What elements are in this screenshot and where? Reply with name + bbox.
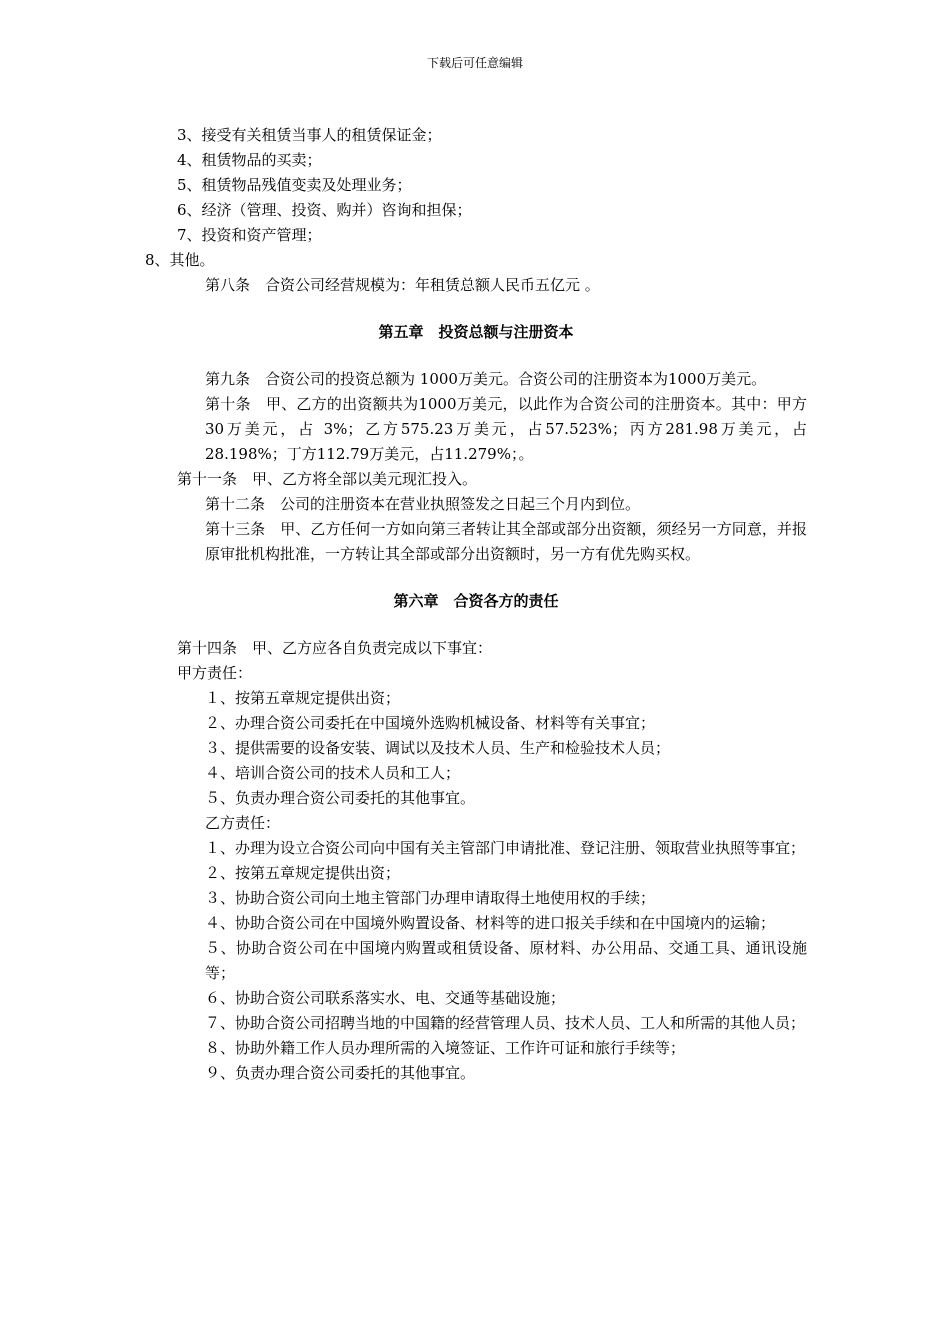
list-item: ３、协助合资公司向土地主管部门办理申请取得土地使用权的手续； bbox=[205, 889, 656, 907]
list-item: 7、投资和资产管理； bbox=[177, 226, 322, 244]
party-a-label: 甲方责任： bbox=[177, 664, 253, 682]
article-8: 第八条 合资公司经营规模为：年租赁总额人民币五亿元 。 bbox=[205, 276, 600, 294]
list-item: 8、其他。 bbox=[145, 251, 215, 269]
list-item: ２、办理合资公司委托在中国境外选购机械设备、材料等有关事宜； bbox=[205, 714, 656, 732]
list-item: ５、负责办理合资公司委托的其他事宜。 bbox=[205, 789, 476, 807]
list-item: 5、租赁物品残值变卖及处理业务； bbox=[177, 176, 412, 194]
article-14: 第十四条 甲、乙方应各自负责完成以下事宜： bbox=[177, 639, 493, 657]
list-item: ４、协助合资公司在中国境外购置设备、材料等的进口报关手续和在中国境内的运输； bbox=[205, 914, 776, 932]
article-13: 第十三条 甲、乙方任何一方如向第三者转让其全部或部分出资额，须经另一方同意，并报原审批机构批准，一方转让其全部或部分出资额时，另一方有优先购买权。 bbox=[205, 520, 807, 563]
party-b-label: 乙方责任： bbox=[205, 814, 281, 832]
article-9: 第九条 合资公司的投资总额为 1000万美元。合资公司的注册资本为1000万美元。 bbox=[205, 370, 767, 388]
article-12: 第十二条 公司的注册资本在营业执照签发之日起三个月内到位。 bbox=[205, 495, 641, 513]
chapter-5-title: 第五章 投资总额与注册资本 bbox=[378, 323, 574, 341]
list-item: ３、提供需要的设备安装、调试以及技术人员、生产和检验技术人员； bbox=[205, 739, 671, 757]
list-item: ２、按第五章规定提供出资； bbox=[205, 864, 401, 882]
list-item: ７、协助合资公司招聘当地的中国籍的经营管理人员、技术人员、工人和所需的其他人员； bbox=[205, 1014, 806, 1032]
list-item: １、办理为设立合资公司向中国有关主管部门申请批准、登记注册、领取营业执照等事宜； bbox=[205, 839, 806, 857]
list-item: １、按第五章规定提供出资； bbox=[205, 689, 401, 707]
list-item: ４、培训合资公司的技术人员和工人； bbox=[205, 764, 461, 782]
document-body bbox=[145, 123, 807, 1086]
list-item: 4、租赁物品的买卖； bbox=[177, 151, 322, 169]
page-header: 下载后可任意编辑 bbox=[426, 56, 523, 70]
list-item: ５、协助合资公司在中国境内购置或租赁设备、原材料、办公用品、交通工具、通讯设施等； bbox=[205, 939, 807, 982]
article-11: 第十一条 甲、乙方将全部以美元现汇投入。 bbox=[177, 470, 478, 488]
list-item: ６、协助合资公司联系落实水、电、交通等基础设施； bbox=[205, 989, 566, 1007]
list-item: 3、接受有关租赁当事人的租赁保证金； bbox=[177, 126, 442, 144]
article-10: 第十条 甲、乙方的出资额共为1000万美元，以此作为合资公司的注册资本。其中：甲方30万美元，占 3%；乙方575.23万美元，占57.523%；丙方281.98万美元，占28.198%；丁方112.79万美元，占11.279%；。 bbox=[205, 395, 807, 463]
list-item: ９、负责办理合资公司委托的其他事宜。 bbox=[205, 1064, 476, 1082]
chapter-6-title: 第六章 合资各方的责任 bbox=[393, 592, 559, 610]
list-item: ８、协助外籍工作人员办理所需的入境签证、工作许可证和旅行手续等； bbox=[205, 1039, 686, 1057]
list-item: 6、经济（管理、投资、购并）咨询和担保； bbox=[177, 201, 472, 219]
